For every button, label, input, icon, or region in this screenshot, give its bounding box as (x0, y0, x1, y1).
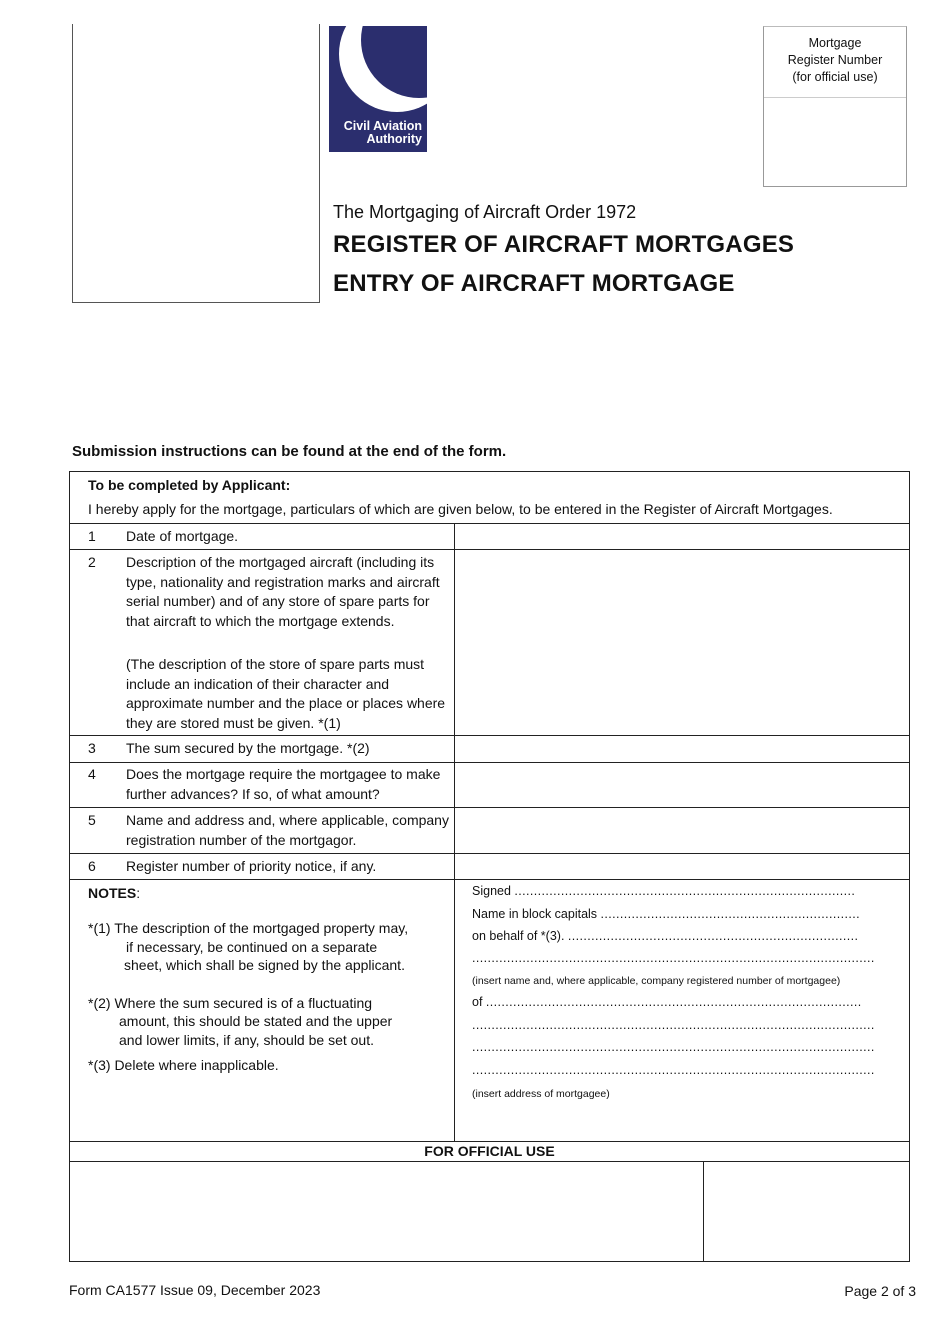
mortgagee-name-hint: (insert name and, where applicable, company registered number of mortgagee) (472, 975, 841, 987)
sum-secured-field[interactable] (455, 736, 909, 762)
address-line-1[interactable]: ........................................................................................................ (472, 1018, 875, 1032)
order-title: The Mortgaging of Aircraft Order 1972 (333, 202, 637, 222)
mortgage-register-number-box[interactable] (763, 26, 907, 187)
note-2-line2: amount, this should be stated and the upper (119, 1013, 393, 1029)
priority-notice-field[interactable] (455, 854, 909, 879)
mortgagee-address-hint: (insert address of mortgagee) (472, 1088, 610, 1100)
official-use-box-left[interactable] (70, 1162, 703, 1262)
notes-section: NOTES: (88, 885, 141, 901)
submission-note: Submission instructions can be found at the end of the form. (72, 443, 507, 460)
item-4-label: Does the mortgage require the mortgagee to make further advances? If so, of what amount? (126, 766, 441, 802)
signed-label: Signed (472, 884, 511, 898)
mortgage-form (69, 471, 910, 1262)
item-5-number: 5 (88, 812, 96, 828)
mortgagee-name-line[interactable]: ........................................................................................................ (472, 951, 875, 965)
register-box-line2: Register Number (787, 53, 883, 67)
item-3-label: The sum secured by the mortgage. *(2) (126, 740, 370, 756)
item-3-number: 3 (88, 740, 96, 756)
note-2-line3: and lower limits, if any, should be set out. (119, 1032, 374, 1048)
caa-logo (329, 26, 427, 152)
item-6-label: Register number of priority notice, if any. (126, 858, 377, 874)
of-dots: ................................................................................................. (485, 995, 862, 1009)
item-4-number: 4 (88, 766, 96, 782)
on-behalf-of-label: on behalf of *(3). (472, 929, 565, 943)
date-of-mortgage-field[interactable] (455, 524, 909, 549)
page-number: Page 2 of 3 (844, 1283, 916, 1299)
note-1-line3: sheet, which shall be signed by the applicant. (124, 957, 405, 973)
on-behalf-of-dots: ........................................................................... (567, 929, 859, 943)
item-2-label-note: (The description of the store of spare parts must include an indication of their character and approximate number and the place or places where they are stored must be given. *(1) (126, 656, 446, 731)
item-1-number: 1 (88, 528, 96, 544)
page-subtitle: ENTRY OF AIRCRAFT MORTGAGE (333, 270, 735, 297)
note-2-line1: *(2) Where the sum secured is of a fluctuating (88, 995, 373, 1011)
of-address-line[interactable] (472, 995, 862, 1009)
mortgagor-details-field[interactable] (455, 808, 909, 853)
item-1-label: Date of mortgage. (126, 528, 239, 544)
notes-heading: NOTES (88, 885, 137, 901)
note-1-line1: *(1) The description of the mortgaged property may, (88, 920, 409, 936)
aircraft-description-field[interactable] (455, 550, 909, 735)
further-advances-field[interactable] (455, 763, 909, 807)
official-use-box-right[interactable] (704, 1162, 909, 1262)
item-2-label: Description of the mortgaged aircraft (including its type, nationality and registration marks and aircraft serial number) and of any store of spare parts for that aircraft to which the mortgage extends. (126, 554, 440, 629)
logo-text-line1: Civil Aviation (343, 119, 422, 133)
applicant-heading: To be completed by Applicant: (88, 477, 291, 493)
page-title: REGISTER OF AIRCRAFT MORTGAGES (333, 231, 795, 258)
applicant-declaration: I hereby apply for the mortgage, particulars of which are given below, to be entered in the Register of Aircraft Mortgages. (88, 501, 833, 517)
on-behalf-of-line[interactable] (472, 929, 858, 943)
register-box-line1: Mortgage (808, 36, 862, 50)
register-box-header (764, 27, 906, 98)
block-capitals-name-line[interactable] (472, 907, 860, 921)
of-label: of (472, 995, 483, 1009)
signed-line[interactable] (472, 884, 855, 898)
official-use-heading: FOR OFFICIAL USE (424, 1143, 555, 1159)
note-1-line2: if necessary, be continued on a separate (126, 939, 378, 955)
item-6-number: 6 (88, 858, 96, 874)
item-5-label: Name and address and, where applicable, company registration number of the mortgagor. (126, 812, 449, 848)
form-reference: Form CA1577 Issue 09, December 2023 (69, 1282, 321, 1298)
address-line-2[interactable]: ........................................................................................................ (472, 1040, 875, 1054)
signed-dots: ........................................................................................ (514, 884, 856, 898)
address-line-3[interactable]: ........................................................................................................ (472, 1063, 875, 1077)
register-box-line3: (for official use) (792, 70, 878, 84)
note-3: *(3) Delete where inapplicable. (88, 1057, 279, 1073)
address-box[interactable] (72, 24, 320, 303)
block-capitals-label: Name in block capitals (472, 907, 598, 921)
block-capitals-dots: ................................................................... (600, 907, 861, 921)
logo-text-line2: Authority (366, 132, 422, 146)
item-2-number: 2 (88, 554, 96, 570)
